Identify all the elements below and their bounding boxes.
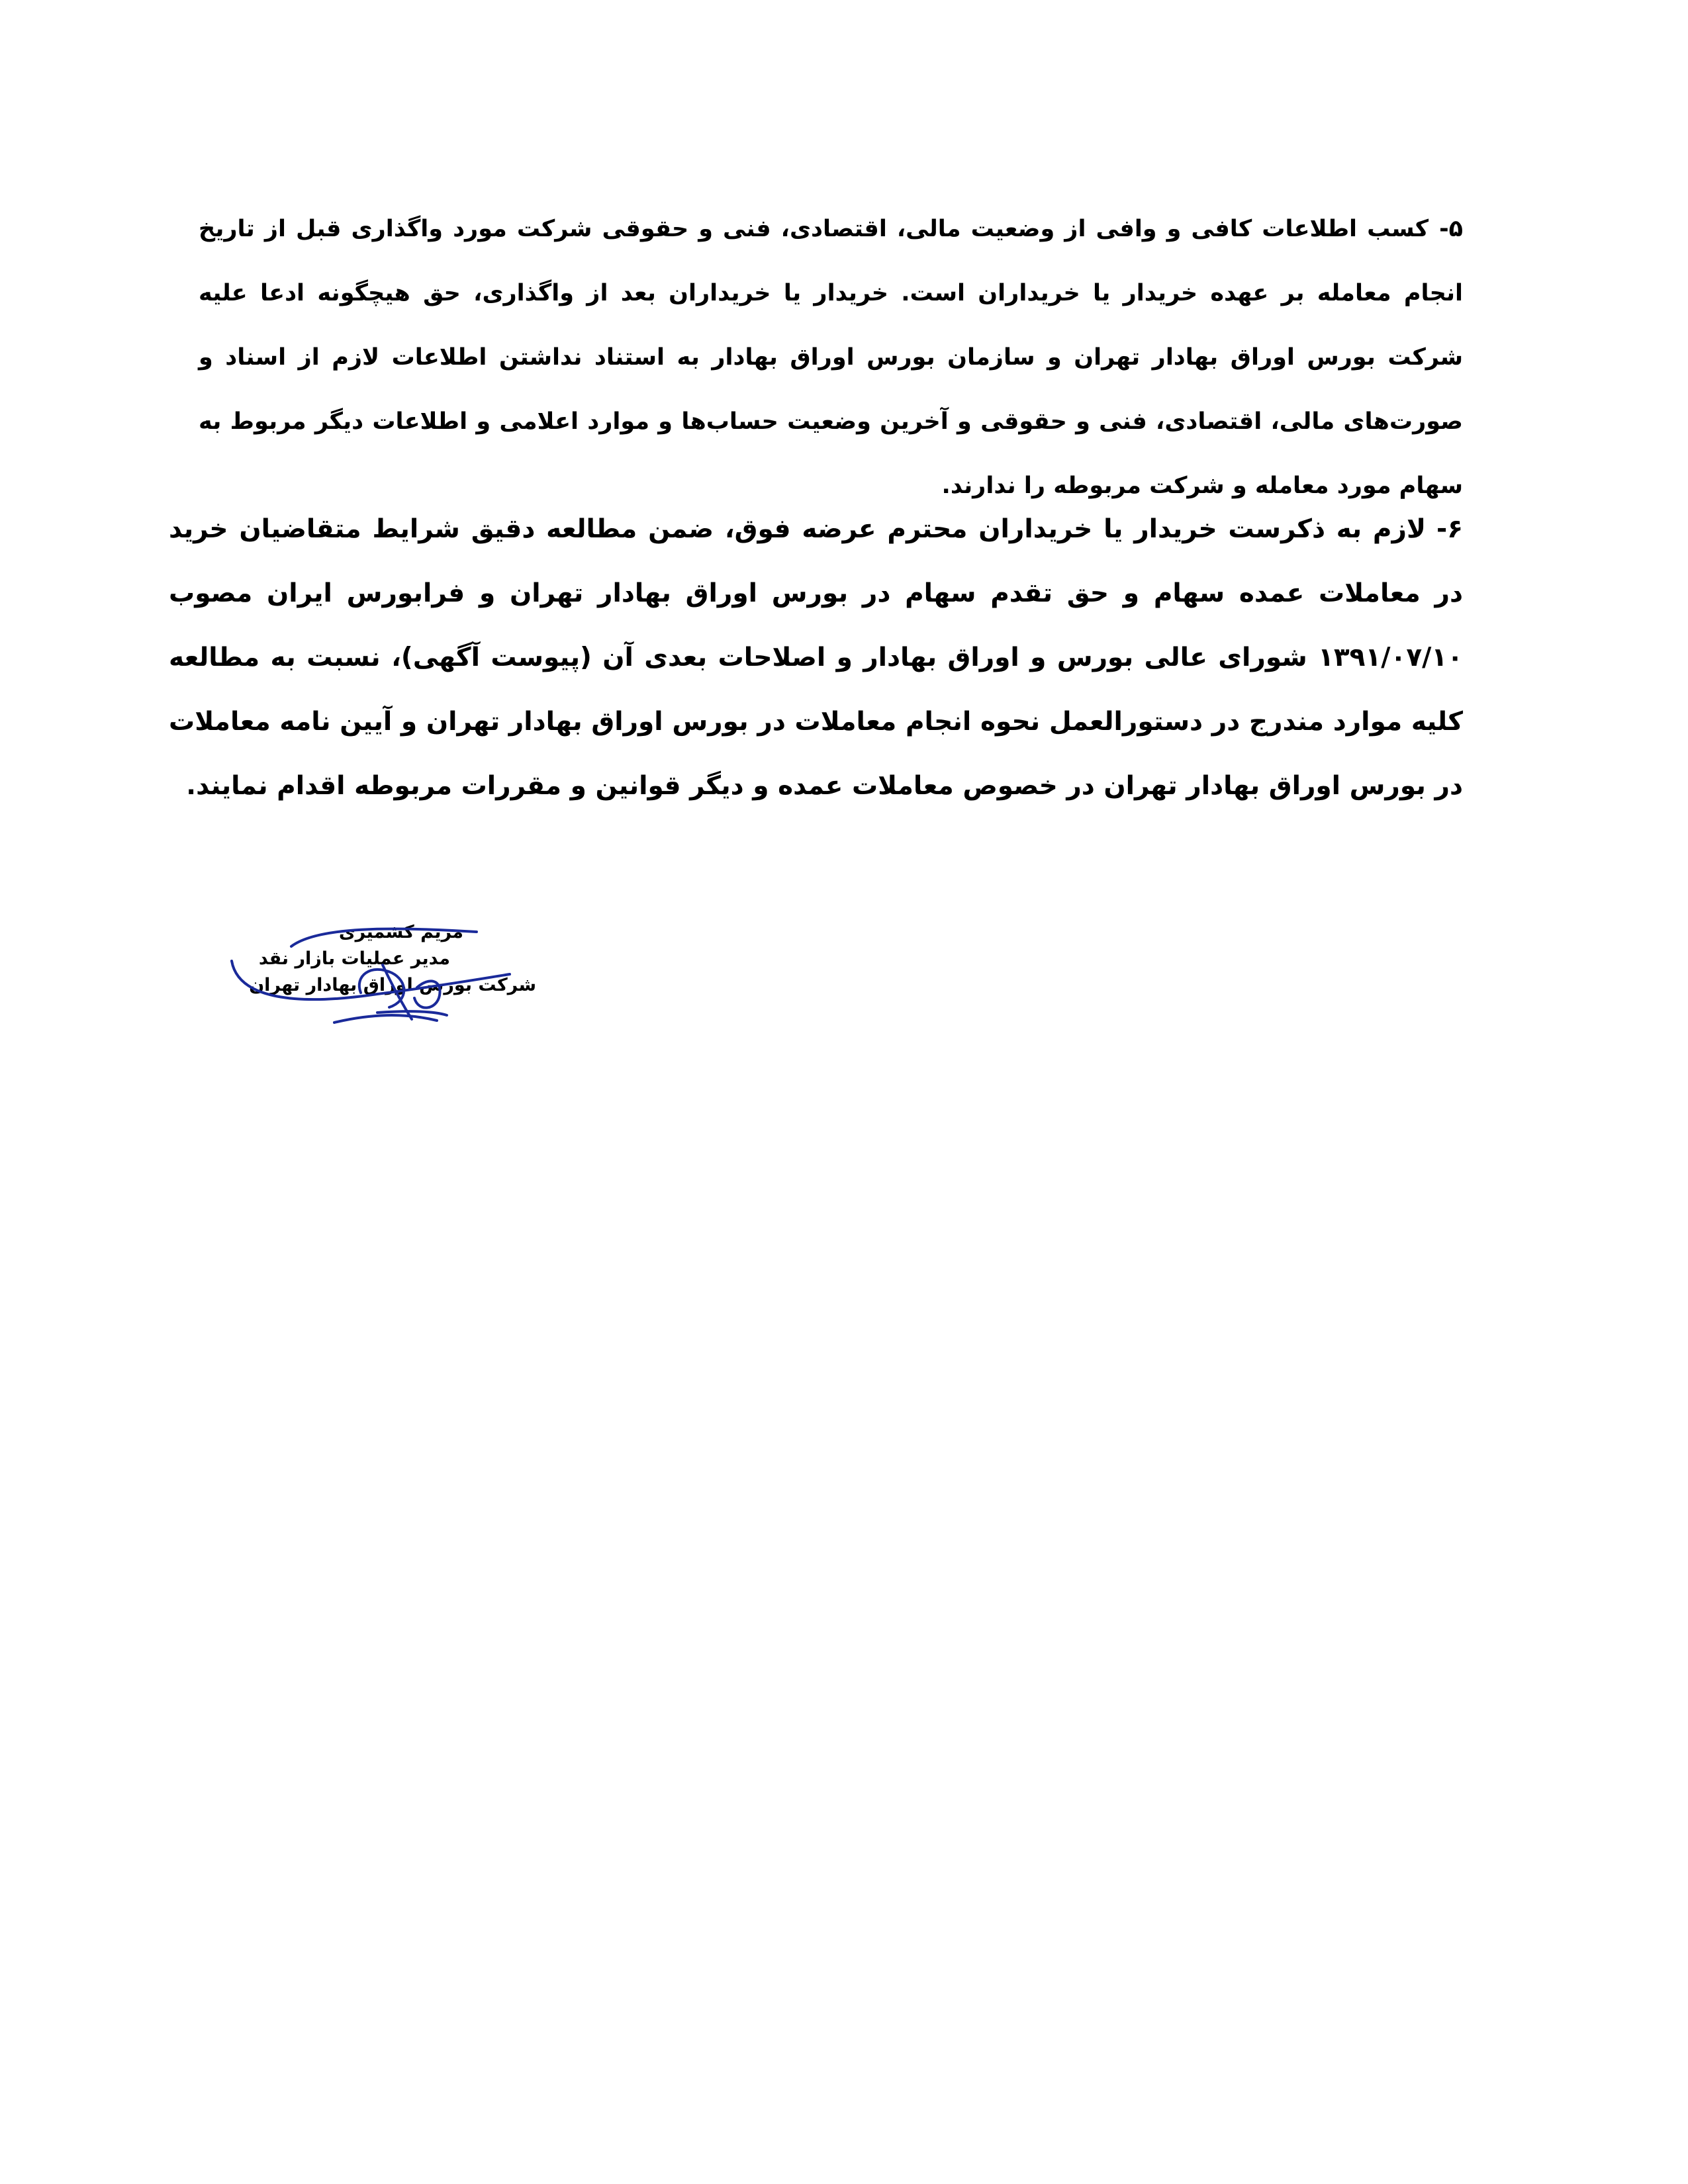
signatory-company: شرکت بورس اوراق بهادار تهران — [249, 975, 536, 995]
clause-6-text: لازم به ذکرست خریدار یا خریداران محترم عرضه فوق، ضمن مطالعه دقیق شرایط متقاضیان خرید در معاملات عمده سهام و حق تقدم سهام در بورس اوراق بهادار تهران و فرابورس ایران مصوب ۱۳۹۱/۰۷/۱۰ شورای عالی بورس و اوراق بهادار و اصلاحات بعدی آن (پیوست آگهی)، نسبت به مطالعه کلیه موارد مندرج در دستورالعمل نحوه انجام معاملات در بورس اوراق بهادار تهران و آیین نامه معاملات در بورس اوراق بهادار تهران در خصوص معاملات عمده و دیگر قوانین و مقررات مربوطه اقدام نمایند. — [169, 514, 1463, 801]
signatory-title: مدیر عملیات بازار نقد — [258, 948, 450, 969]
signatory-name: مریم کشمیری — [338, 922, 463, 942]
clause-6 — [169, 497, 1463, 818]
signature-strokes — [232, 929, 510, 1023]
handwritten-signature — [218, 913, 536, 1032]
clause-5-text: کسب اطلاعات کافی و وافی از وضعیت مالی، اقتصادی، فنی و حقوقی شرکت مورد واگذاری قبل از تاریخ انجام معامله بر عهده خریدار یا خریداران است. خریدار یا خریداران بعد از واگذاری، حق هیچگونه ادعا علیه شرکت بورس اوراق بهادار تهران و سازمان بورس اوراق بهادار به استناد نداشتن اطلاعات لازم از اسناد و صورت‌های مالی، اقتصادی، فنی و حقوقی و آخرین وضعیت حساب‌ها و موارد اعلامی و اطلاعات دیگر مربوط به سهام مورد معامله و شرکت مربوطه را ندارند. — [199, 216, 1463, 499]
clause-6-number: ۶- — [1436, 514, 1463, 544]
clause-5-number: ۵- — [1439, 216, 1463, 242]
clause-5 — [199, 197, 1463, 518]
